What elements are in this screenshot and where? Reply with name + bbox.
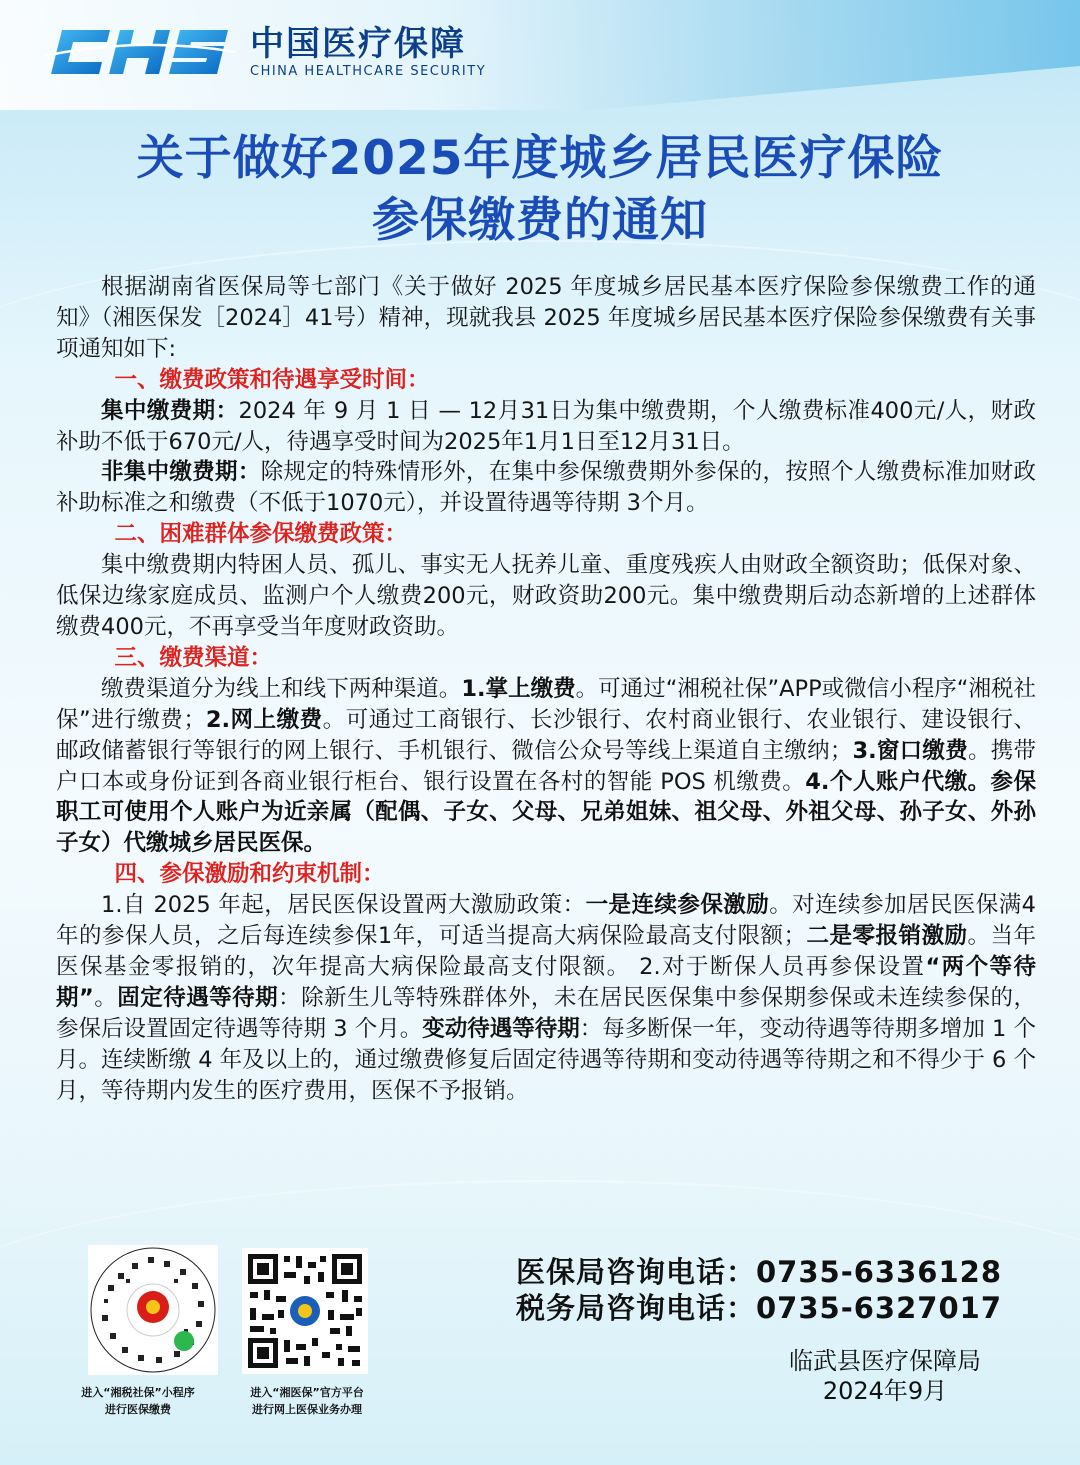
bold-run: 固定待遇等待期 [117, 984, 279, 1011]
title-line-1: 关于做好2025年度城乡居民医疗保险 [136, 131, 944, 186]
qr-caption-2 [222, 1384, 392, 1418]
title-line-2: 参保缴费的通知 [372, 193, 708, 248]
text-run: 。 [93, 984, 118, 1011]
contact-phones [516, 1254, 1036, 1326]
brand-header [40, 20, 486, 84]
brand-name-cn: 中国医疗保障 [250, 24, 466, 64]
bold-run: 一是连续参保激励 [585, 892, 770, 919]
signature-block [760, 1346, 1010, 1406]
text-run: 。可通过工商银行、长沙银行、农村商业银行、农业银行、建设银行、邮政储蓄银行等银行的网上银行、手机银行、微信公众号等线上渠道自主缴纳； [56, 706, 1036, 764]
text-run: 。当年医保基金零报销的，次年提高大病保险最高支付限额。 2.对于断保人员再参保设置 [56, 923, 1036, 980]
section-3-para [56, 674, 1036, 859]
text-run: ：除新生儿等特殊群体外，未在居民医保集中参保期参保或未连续参保的，参保后设置固定待遇等待期 3 个月。 [56, 984, 1036, 1042]
section-1-para-2 [56, 457, 1036, 519]
section-1-heading: 一、缴费政策和待遇享受时间： [114, 366, 430, 393]
bold-run: “两个等待期” [56, 953, 1036, 1011]
section-2-para: 集中缴费期内特困人员、孤儿、事实无人抚养儿童、重度残疾人由财政全额资助；低保对象、低保边缘家庭成员、监测户个人缴费200元，财政资助200元。集中缴费期后动态新增的上述群体缴费400元，不再享受当年度财政资助。 [56, 552, 1036, 640]
caption-line: 进行医保缴费 [105, 1403, 171, 1416]
chs-logo-icon [40, 22, 240, 82]
bold-lead: 集中缴费期： [101, 397, 239, 424]
bold-run: 3.窗口缴费 [852, 737, 968, 764]
notice-title [0, 128, 1080, 252]
qr-code-xiangyibao-platform[interactable] [242, 1248, 368, 1374]
section-1-para-1 [56, 396, 1036, 458]
caption-line: 进入“湘税社保”小程序 [81, 1386, 195, 1399]
para-text: 2024 年 9 月 1 日 — 12月31日为集中缴费期，个人缴费标准400元/人，财政补助不低于670元/人，待遇享受时间为2025年1月1日至12月31日。 [56, 397, 1036, 455]
medical-insurance-phone: 医保局咨询电话：0735-6336128 [516, 1255, 1002, 1289]
text-run: 。对连续参加居民医保满4年的参保人员，之后每连续参保1年，可适当提高大病保险最高支付限额； [56, 892, 1036, 950]
caption-line: 进入“湘医保”官方平台 [250, 1386, 364, 1399]
issue-date: 2024年9月 [822, 1377, 948, 1405]
section-2-heading: 二、困难群体参保缴费政策： [114, 521, 408, 548]
qr-caption-1 [53, 1384, 223, 1418]
text-run: 。可通过“湘税社保”APP或微信小程序“湘税社保”进行缴费； [56, 675, 1037, 733]
caption-line: 进行网上医保业务办理 [252, 1403, 362, 1416]
qr-code-xiangshui-miniprogram[interactable] [88, 1245, 218, 1375]
section-4-heading: 四、参保激励和约束机制： [114, 861, 385, 888]
text-run: 1.自 2025 年起，居民医保设置两大激励政策： [101, 892, 586, 919]
tax-bureau-phone: 税务局咨询电话：0735-6327017 [516, 1291, 1002, 1325]
para-text: 除规定的特殊情形外，在集中参保缴费期外参保的，按照个人缴费标准加财政补助标准之和缴费（不低于1070元），并设置待遇等待期 3个月。 [56, 459, 1036, 517]
bold-run: 4.个人账户代缴。参保职工可使用个人账户为近亲属（配偶、子女、父母、兄弟姐妹、祖父母、外祖父母、孙子女、外孙子女）代缴城乡居民医保。 [56, 768, 1036, 857]
section-3-heading: 三、缴费渠道： [114, 644, 273, 671]
bold-run: 二是零报销激励 [806, 923, 968, 950]
bold-lead: 非集中缴费期： [101, 459, 261, 486]
text-run: 缴费渠道分为线上和线下两种渠道。 [101, 675, 462, 702]
brand-name-en: CHINA HEALTHCARE SECURITY [250, 64, 487, 79]
text-run: 。携带户口本或身份证到各商业银行柜台、银行设置在各村的智能 POS 机缴费。 [56, 737, 1036, 795]
intro-paragraph: 根据湖南省医保局等七部门《关于做好 2025 年度城乡居民基本医疗保险参保缴费工作的通知》（湘医保发［2024］41号）精神，现就我县 2025 年度城乡居民基本医疗保险参保缴费有关事项通知如下: [56, 274, 1036, 362]
notice-body [56, 272, 1036, 1106]
bold-run: 1.掌上缴费 [461, 675, 576, 702]
issuing-organization: 临武县医疗保障局 [789, 1347, 981, 1375]
section-4-para [56, 890, 1036, 1106]
bold-run: 2.网上缴费 [205, 706, 323, 733]
text-run: ：每多断保一年，变动待遇等待期多增加 1 个月。连续断缴 4 年及以上的，通过缴费修复后固定待遇等待期和变动待遇等待期之和不得少于 6 个月，等待期内发生的医疗费用，医保不予报销。 [56, 1015, 1036, 1104]
bold-run: 变动待遇等待期 [422, 1015, 580, 1042]
